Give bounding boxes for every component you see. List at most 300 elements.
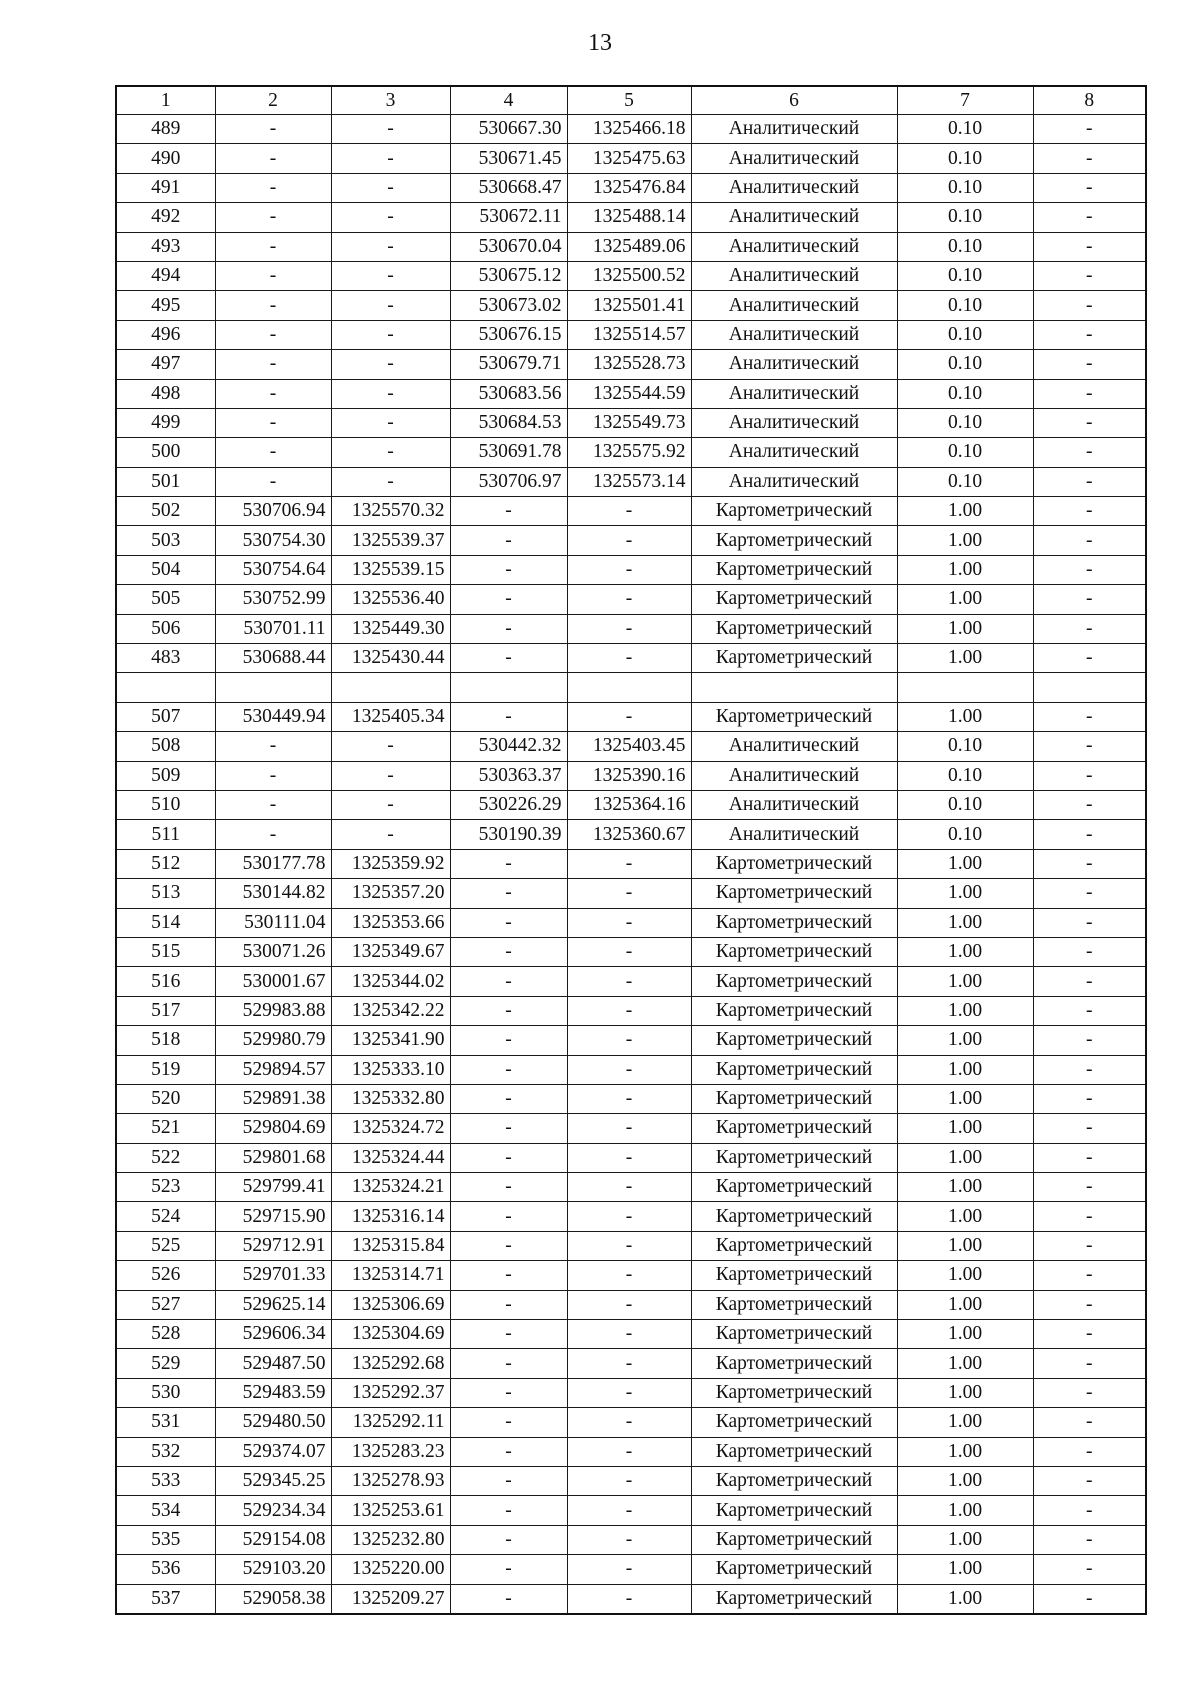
cell-point-number: 500 <box>116 438 215 467</box>
cell-y-coord: - <box>331 203 450 232</box>
cell-note: - <box>1033 1378 1146 1407</box>
cell-x-coord: - <box>215 203 331 232</box>
cell-note: - <box>1033 350 1146 379</box>
cell-method: Картометрический <box>691 644 897 673</box>
cell-x-coord: - <box>215 320 331 349</box>
cell-x-coord: - <box>215 144 331 173</box>
cell-y-coord-alt: 1325501.41 <box>567 291 691 320</box>
cell-accuracy: 0.10 <box>897 350 1033 379</box>
cell-point-number: 512 <box>116 849 215 878</box>
cell-point-number: 489 <box>116 115 215 144</box>
cell-accuracy: 1.00 <box>897 1055 1033 1084</box>
cell-note: - <box>1033 320 1146 349</box>
cell-y-coord: 1325283.23 <box>331 1437 450 1466</box>
table-row <box>116 526 1146 555</box>
cell-point-number: 504 <box>116 555 215 584</box>
header-cell-1: 1 <box>116 86 215 115</box>
cell-x-coord: 529625.14 <box>215 1290 331 1319</box>
cell-x-coord: 530752.99 <box>215 585 331 614</box>
cell-point-number: 490 <box>116 144 215 173</box>
cell-accuracy: 0.10 <box>897 438 1033 467</box>
cell-point-number: 518 <box>116 1026 215 1055</box>
cell-x-coord-alt: - <box>450 967 567 996</box>
cell-y-coord-alt: - <box>567 555 691 584</box>
cell-x-coord-alt: - <box>450 526 567 555</box>
cell-accuracy: 0.10 <box>897 115 1033 144</box>
cell-method: Картометрический <box>691 1525 897 1554</box>
cell-y-coord: 1325430.44 <box>331 644 450 673</box>
cell-point-number: 530 <box>116 1378 215 1407</box>
cell-accuracy: 0.10 <box>897 467 1033 496</box>
cell-y-coord: 1325570.32 <box>331 497 450 526</box>
cell-x-coord: 530001.67 <box>215 967 331 996</box>
cell-method: Аналитический <box>691 115 897 144</box>
cell-y-coord: 1325278.93 <box>331 1466 450 1495</box>
cell-method: Картометрический <box>691 1143 897 1172</box>
cell-x-coord: 530706.94 <box>215 497 331 526</box>
cell-point-number: 515 <box>116 937 215 966</box>
cell-note: - <box>1033 702 1146 731</box>
cell-point-number: 491 <box>116 173 215 202</box>
cell-note: - <box>1033 1408 1146 1437</box>
cell-x-coord-alt: - <box>450 644 567 673</box>
cell-method: Картометрический <box>691 585 897 614</box>
cell-x-coord: 529801.68 <box>215 1143 331 1172</box>
cell-accuracy: 1.00 <box>897 1584 1033 1614</box>
table-row <box>116 1231 1146 1260</box>
cell-note: - <box>1033 1290 1146 1319</box>
cell-x-coord: - <box>215 350 331 379</box>
table-row <box>116 1320 1146 1349</box>
cell-point-number: 495 <box>116 291 215 320</box>
cell-note: - <box>1033 790 1146 819</box>
cell-method: Картометрический <box>691 497 897 526</box>
cell-y-coord: 1325316.14 <box>331 1202 450 1231</box>
table-row <box>116 1378 1146 1407</box>
cell-x-coord: 530688.44 <box>215 644 331 673</box>
table-header <box>116 86 1146 115</box>
cell-y-coord-alt: - <box>567 1437 691 1466</box>
cell-note: - <box>1033 1026 1146 1055</box>
cell-x-coord-alt: 530684.53 <box>450 408 567 437</box>
cell-y-coord-alt <box>567 673 691 702</box>
cell-y-coord: - <box>331 291 450 320</box>
cell-accuracy: 1.00 <box>897 967 1033 996</box>
cell-x-coord: - <box>215 115 331 144</box>
cell-x-coord: 529891.38 <box>215 1084 331 1113</box>
cell-point-number: 501 <box>116 467 215 496</box>
cell-note: - <box>1033 820 1146 849</box>
table-row <box>116 173 1146 202</box>
cell-x-coord-alt: 530675.12 <box>450 261 567 290</box>
cell-x-coord-alt: 530670.04 <box>450 232 567 261</box>
cell-x-coord-alt: - <box>450 614 567 643</box>
cell-x-coord-alt: - <box>450 585 567 614</box>
cell-note: - <box>1033 1261 1146 1290</box>
cell-x-coord: 529606.34 <box>215 1320 331 1349</box>
cell-accuracy: 0.10 <box>897 408 1033 437</box>
cell-accuracy: 1.00 <box>897 1143 1033 1172</box>
cell-y-coord-alt: - <box>567 908 691 937</box>
cell-method: Картометрический <box>691 996 897 1025</box>
cell-method: Аналитический <box>691 173 897 202</box>
cell-accuracy: 0.10 <box>897 291 1033 320</box>
cell-accuracy: 1.00 <box>897 1437 1033 1466</box>
cell-x-coord-alt: - <box>450 849 567 878</box>
table-row <box>116 1525 1146 1554</box>
cell-y-coord-alt: - <box>567 1525 691 1554</box>
cell-x-coord: 529715.90 <box>215 1202 331 1231</box>
cell-note: - <box>1033 585 1146 614</box>
cell-y-coord-alt: 1325573.14 <box>567 467 691 496</box>
cell-note: - <box>1033 1584 1146 1614</box>
cell-x-coord-alt: - <box>450 1114 567 1143</box>
cell-x-coord: 529374.07 <box>215 1437 331 1466</box>
cell-method: Картометрический <box>691 1114 897 1143</box>
cell-y-coord-alt: 1325466.18 <box>567 115 691 144</box>
cell-accuracy: 1.00 <box>897 996 1033 1025</box>
cell-y-coord: 1325449.30 <box>331 614 450 643</box>
cell-note: - <box>1033 203 1146 232</box>
cell-point-number: 516 <box>116 967 215 996</box>
cell-y-coord-alt: - <box>567 1320 691 1349</box>
cell-point-number: 483 <box>116 644 215 673</box>
cell-note: - <box>1033 232 1146 261</box>
coordinates-table-container <box>115 85 1145 1615</box>
header-cell-8: 8 <box>1033 86 1146 115</box>
table-row <box>116 996 1146 1025</box>
cell-x-coord: 530144.82 <box>215 879 331 908</box>
cell-point-number: 527 <box>116 1290 215 1319</box>
cell-accuracy: 1.00 <box>897 1466 1033 1495</box>
cell-point-number: 517 <box>116 996 215 1025</box>
cell-x-coord-alt: - <box>450 1555 567 1584</box>
cell-accuracy: 1.00 <box>897 908 1033 937</box>
cell-x-coord: 529983.88 <box>215 996 331 1025</box>
cell-y-coord: 1325324.72 <box>331 1114 450 1143</box>
table-row <box>116 585 1146 614</box>
cell-y-coord-alt: - <box>567 1114 691 1143</box>
cell-method: Картометрический <box>691 1173 897 1202</box>
cell-y-coord: - <box>331 144 450 173</box>
cell-accuracy <box>897 673 1033 702</box>
table-row <box>116 614 1146 643</box>
cell-accuracy: 0.10 <box>897 232 1033 261</box>
cell-method: Картометрический <box>691 555 897 584</box>
cell-x-coord-alt: - <box>450 1525 567 1554</box>
cell-x-coord: 529234.34 <box>215 1496 331 1525</box>
cell-method: Аналитический <box>691 291 897 320</box>
table-row <box>116 438 1146 467</box>
cell-accuracy: 1.00 <box>897 1084 1033 1113</box>
cell-x-coord: 529980.79 <box>215 1026 331 1055</box>
table-row <box>116 1055 1146 1084</box>
cell-point-number: 519 <box>116 1055 215 1084</box>
cell-x-coord-alt: - <box>450 996 567 1025</box>
cell-x-coord-alt: - <box>450 1378 567 1407</box>
table-row <box>116 1408 1146 1437</box>
cell-point-number: 499 <box>116 408 215 437</box>
cell-x-coord: 530177.78 <box>215 849 331 878</box>
cell-y-coord-alt: - <box>567 702 691 731</box>
cell-point-number: 536 <box>116 1555 215 1584</box>
cell-y-coord-alt: 1325575.92 <box>567 438 691 467</box>
cell-x-coord-alt: - <box>450 1584 567 1614</box>
cell-note: - <box>1033 1143 1146 1172</box>
cell-method: Картометрический <box>691 937 897 966</box>
cell-y-coord: - <box>331 261 450 290</box>
table-row <box>116 1173 1146 1202</box>
coordinates-table <box>115 85 1147 1615</box>
cell-x-coord-alt: - <box>450 1261 567 1290</box>
cell-accuracy: 1.00 <box>897 1349 1033 1378</box>
cell-x-coord-alt: - <box>450 1408 567 1437</box>
cell-accuracy: 1.00 <box>897 879 1033 908</box>
cell-y-coord: 1325304.69 <box>331 1320 450 1349</box>
cell-accuracy: 0.10 <box>897 761 1033 790</box>
cell-point-number: 524 <box>116 1202 215 1231</box>
table-row <box>116 1084 1146 1113</box>
cell-y-coord-alt: - <box>567 1055 691 1084</box>
cell-y-coord-alt: - <box>567 526 691 555</box>
cell-point-number: 523 <box>116 1173 215 1202</box>
table-row <box>116 555 1146 584</box>
cell-x-coord-alt: 530673.02 <box>450 291 567 320</box>
table-row <box>116 350 1146 379</box>
cell-x-coord-alt: - <box>450 1290 567 1319</box>
cell-point-number: 531 <box>116 1408 215 1437</box>
cell-x-coord <box>215 673 331 702</box>
cell-y-coord: - <box>331 408 450 437</box>
table-row <box>116 879 1146 908</box>
cell-accuracy: 0.10 <box>897 261 1033 290</box>
cell-y-coord: 1325357.20 <box>331 879 450 908</box>
header-cell-7: 7 <box>897 86 1033 115</box>
cell-x-coord-alt: 530679.71 <box>450 350 567 379</box>
cell-x-coord: - <box>215 291 331 320</box>
cell-note: - <box>1033 1466 1146 1495</box>
cell-y-coord-alt: - <box>567 849 691 878</box>
table-row <box>116 115 1146 144</box>
cell-point-number: 494 <box>116 261 215 290</box>
cell-note: - <box>1033 291 1146 320</box>
cell-point-number: 502 <box>116 497 215 526</box>
cell-y-coord: - <box>331 320 450 349</box>
cell-y-coord: 1325324.44 <box>331 1143 450 1172</box>
cell-y-coord: 1325405.34 <box>331 702 450 731</box>
cell-x-coord-alt: 530676.15 <box>450 320 567 349</box>
table-row <box>116 790 1146 819</box>
cell-accuracy: 0.10 <box>897 820 1033 849</box>
cell-x-coord: 529345.25 <box>215 1466 331 1495</box>
cell-note: - <box>1033 1202 1146 1231</box>
cell-note: - <box>1033 1349 1146 1378</box>
cell-y-coord: 1325324.21 <box>331 1173 450 1202</box>
cell-x-coord: 529487.50 <box>215 1349 331 1378</box>
table-row <box>116 702 1146 731</box>
cell-accuracy: 1.00 <box>897 1320 1033 1349</box>
cell-y-coord-alt: 1325390.16 <box>567 761 691 790</box>
table-row <box>116 144 1146 173</box>
cell-y-coord-alt: - <box>567 585 691 614</box>
cell-x-coord: 529804.69 <box>215 1114 331 1143</box>
cell-y-coord-alt: 1325364.16 <box>567 790 691 819</box>
cell-method: Аналитический <box>691 761 897 790</box>
cell-y-coord: 1325209.27 <box>331 1584 450 1614</box>
cell-method: Картометрический <box>691 1202 897 1231</box>
cell-x-coord: - <box>215 408 331 437</box>
cell-accuracy: 1.00 <box>897 614 1033 643</box>
cell-method: Картометрический <box>691 1084 897 1113</box>
cell-y-coord-alt: - <box>567 1173 691 1202</box>
cell-point-number: 533 <box>116 1466 215 1495</box>
cell-x-coord: 529483.59 <box>215 1378 331 1407</box>
cell-y-coord-alt: - <box>567 1378 691 1407</box>
cell-y-coord-alt: - <box>567 614 691 643</box>
cell-y-coord-alt: - <box>567 1026 691 1055</box>
cell-point-number: 520 <box>116 1084 215 1113</box>
table-row <box>116 408 1146 437</box>
table-row <box>116 1143 1146 1172</box>
cell-y-coord: 1325220.00 <box>331 1555 450 1584</box>
cell-method: Аналитический <box>691 203 897 232</box>
cell-point-number: 521 <box>116 1114 215 1143</box>
cell-note: - <box>1033 261 1146 290</box>
header-cell-2: 2 <box>215 86 331 115</box>
cell-y-coord: 1325353.66 <box>331 908 450 937</box>
cell-y-coord: - <box>331 115 450 144</box>
table-row <box>116 1584 1146 1614</box>
cell-x-coord-alt: - <box>450 1202 567 1231</box>
table-row <box>116 1114 1146 1143</box>
cell-x-coord-alt: - <box>450 702 567 731</box>
cell-y-coord-alt: 1325489.06 <box>567 232 691 261</box>
cell-method: Картометрический <box>691 1349 897 1378</box>
cell-method: Картометрический <box>691 1496 897 1525</box>
cell-x-coord: 530449.94 <box>215 702 331 731</box>
cell-y-coord-alt: - <box>567 879 691 908</box>
cell-point-number: 528 <box>116 1320 215 1349</box>
cell-method: Аналитический <box>691 320 897 349</box>
cell-y-coord-alt: - <box>567 1496 691 1525</box>
cell-y-coord-alt: - <box>567 1261 691 1290</box>
page-number: 13 <box>588 30 612 56</box>
cell-y-coord-alt: - <box>567 1231 691 1260</box>
cell-y-coord: - <box>331 820 450 849</box>
table-row <box>116 1290 1146 1319</box>
cell-y-coord: 1325253.61 <box>331 1496 450 1525</box>
cell-accuracy: 1.00 <box>897 585 1033 614</box>
cell-y-coord: 1325344.02 <box>331 967 450 996</box>
cell-point-number: 506 <box>116 614 215 643</box>
cell-point-number: 503 <box>116 526 215 555</box>
cell-x-coord: - <box>215 232 331 261</box>
table-row <box>116 1349 1146 1378</box>
cell-x-coord: - <box>215 467 331 496</box>
cell-note <box>1033 673 1146 702</box>
cell-note: - <box>1033 1231 1146 1260</box>
cell-point-number: 509 <box>116 761 215 790</box>
cell-y-coord-alt: 1325514.57 <box>567 320 691 349</box>
cell-point-number: 496 <box>116 320 215 349</box>
cell-x-coord-alt: - <box>450 937 567 966</box>
table-row <box>116 291 1146 320</box>
cell-x-coord-alt: - <box>450 1143 567 1172</box>
cell-method: Картометрический <box>691 1261 897 1290</box>
cell-y-coord-alt: - <box>567 1466 691 1495</box>
cell-point-number: 498 <box>116 379 215 408</box>
cell-x-coord-alt: 530190.39 <box>450 820 567 849</box>
cell-note: - <box>1033 849 1146 878</box>
cell-y-coord-alt: 1325403.45 <box>567 732 691 761</box>
cell-y-coord: 1325349.67 <box>331 937 450 966</box>
cell-accuracy: 1.00 <box>897 644 1033 673</box>
cell-x-coord: - <box>215 820 331 849</box>
cell-y-coord: 1325539.37 <box>331 526 450 555</box>
table-row <box>116 673 1146 702</box>
cell-method: Картометрический <box>691 1290 897 1319</box>
cell-y-coord: 1325536.40 <box>331 585 450 614</box>
cell-point-number: 497 <box>116 350 215 379</box>
cell-note: - <box>1033 379 1146 408</box>
cell-accuracy: 0.10 <box>897 320 1033 349</box>
cell-x-coord-alt: - <box>450 497 567 526</box>
cell-y-coord: 1325342.22 <box>331 996 450 1025</box>
cell-y-coord: - <box>331 350 450 379</box>
cell-x-coord-alt: 530226.29 <box>450 790 567 819</box>
table-row <box>116 203 1146 232</box>
cell-note: - <box>1033 1084 1146 1113</box>
cell-x-coord-alt: - <box>450 1437 567 1466</box>
cell-note: - <box>1033 1055 1146 1084</box>
cell-accuracy: 1.00 <box>897 1408 1033 1437</box>
cell-y-coord-alt: 1325544.59 <box>567 379 691 408</box>
cell-note: - <box>1033 732 1146 761</box>
header-cell-6: 6 <box>691 86 897 115</box>
cell-accuracy: 1.00 <box>897 1231 1033 1260</box>
cell-point-number <box>116 673 215 702</box>
cell-y-coord: - <box>331 467 450 496</box>
cell-x-coord: 530754.30 <box>215 526 331 555</box>
cell-method: Картометрический <box>691 1026 897 1055</box>
cell-method <box>691 673 897 702</box>
cell-method: Картометрический <box>691 702 897 731</box>
cell-point-number: 529 <box>116 1349 215 1378</box>
cell-note: - <box>1033 497 1146 526</box>
cell-method: Аналитический <box>691 820 897 849</box>
cell-x-coord-alt: - <box>450 1320 567 1349</box>
cell-note: - <box>1033 1173 1146 1202</box>
cell-x-coord: 530071.26 <box>215 937 331 966</box>
cell-y-coord: 1325333.10 <box>331 1055 450 1084</box>
cell-note: - <box>1033 1496 1146 1525</box>
cell-y-coord: - <box>331 173 450 202</box>
cell-point-number: 511 <box>116 820 215 849</box>
cell-x-coord-alt: 530691.78 <box>450 438 567 467</box>
cell-method: Картометрический <box>691 614 897 643</box>
cell-point-number: 493 <box>116 232 215 261</box>
cell-note: - <box>1033 644 1146 673</box>
cell-y-coord: 1325306.69 <box>331 1290 450 1319</box>
cell-method: Картометрический <box>691 526 897 555</box>
cell-note: - <box>1033 614 1146 643</box>
cell-note: - <box>1033 1320 1146 1349</box>
table-body <box>116 115 1146 1614</box>
cell-x-coord: - <box>215 761 331 790</box>
cell-x-coord-alt: 530442.32 <box>450 732 567 761</box>
cell-point-number: 507 <box>116 702 215 731</box>
cell-note: - <box>1033 1555 1146 1584</box>
